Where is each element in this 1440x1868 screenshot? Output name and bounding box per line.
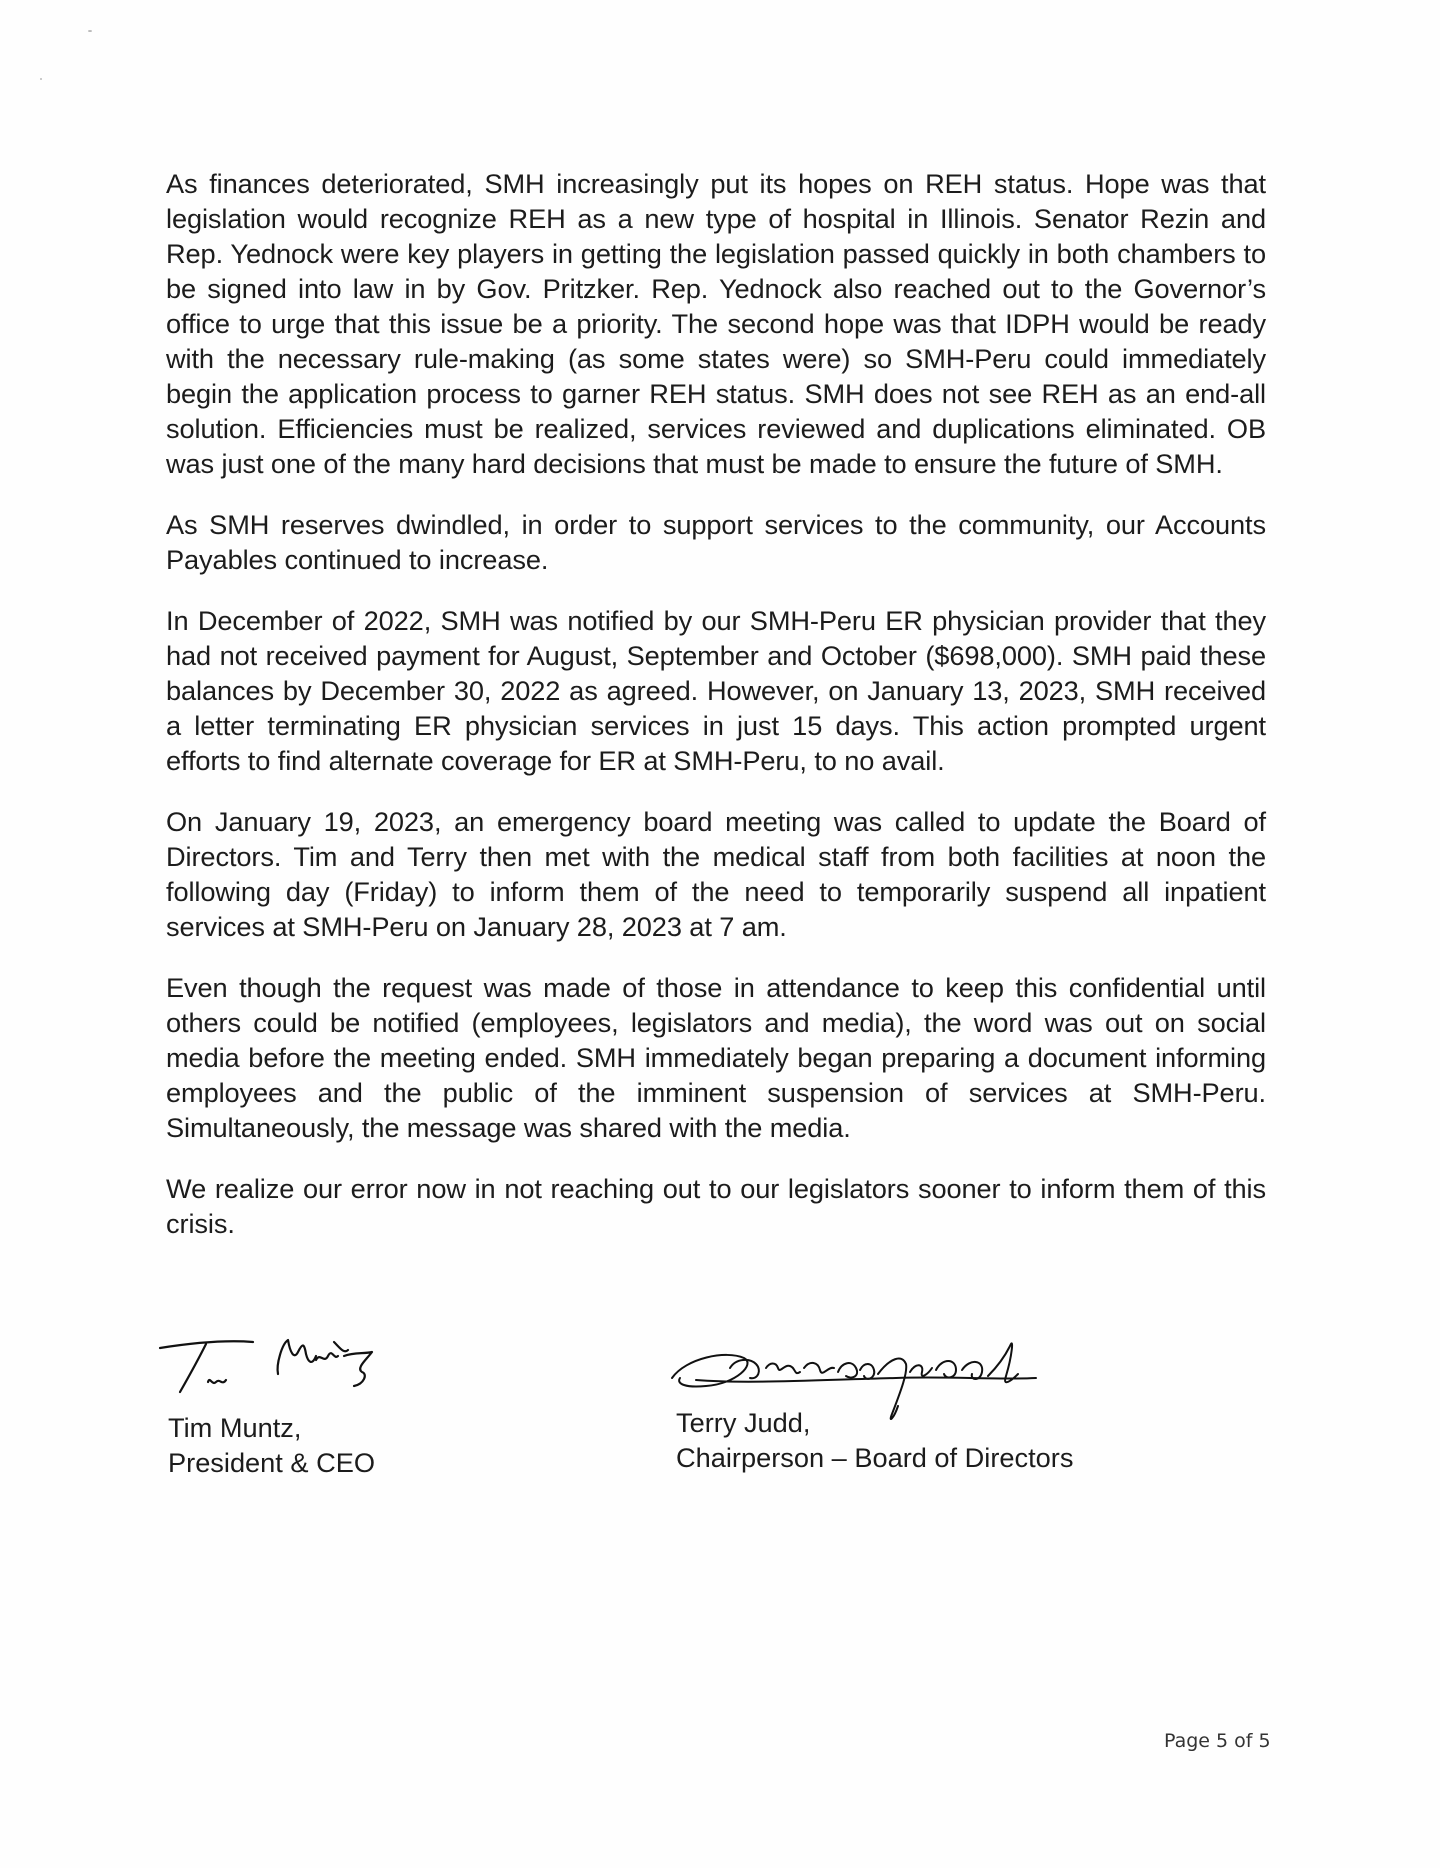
signer-name: Terry Judd,: [676, 1407, 811, 1438]
scan-speck: [88, 30, 92, 32]
page-number: Page 5 of 5: [1164, 1730, 1271, 1752]
paragraph: We realize our error now in not reaching out to our legislators sooner to inform them of this crisis.: [166, 1173, 1266, 1239]
paragraph: On January 19, 2023, an emergency board meeting was called to update the Board of Directors. Tim and Terry then met with the medical staff from both facilities at noon the following day (Friday) to inform them of the need to temporarily suspend all inpatient services at SMH-Peru on January 28, 2023 at 7 am.: [166, 806, 1266, 942]
paragraph: In December of 2022, SMH was notified by our SMH-Peru ER physician provider that they had not received payment for August, September and October ($698,000). SMH paid these balances by December 30, 2022 as agreed. However, on January 13, 2023, SMH received a letter terminating ER physician services in just 15 days. This action prompted urgent efforts to find alternate coverage for ER at SMH-Peru, to no avail.: [166, 605, 1266, 776]
paragraph: Even though the request was made of those in attendance to keep this confidential until others could be notified (employees, legislators and media), the word was out on social media before the meeting ended. SMH immediately began preparing a document informing employees and the public of the imminent suspension of services at SMH-Peru. Simultaneously, the message was shared with the media.: [166, 972, 1266, 1143]
handwritten-signature: [158, 1330, 418, 1410]
paragraph: As SMH reserves dwindled, in order to support services to the community, our Accounts Payables continued to increase.: [166, 509, 1266, 575]
signer-title: Chairperson – Board of Directors: [676, 1442, 1074, 1473]
paragraph: As finances deteriorated, SMH increasingly put its hopes on REH status. Hope was that legislation would recognize REH as a new type of hospital in Illinois. Senator Rezin and Rep. Yednock were key players in getting the legislation passed quickly in both chambers to be signed into law in by Gov. Pritzker. Rep. Yednock also reached out to the Governor’s office to urge that this issue be a priority. The second hope was that IDPH would be ready with the necessary rule-making (as some states were) so SMH-Peru could immediately begin the application process to garner REH status. SMH does not see REH as an end-all solution. Efficiencies must be realized, services reviewed and duplications eliminated. OB was just one of the many hard decisions that must be made to ensure the future of SMH.: [166, 168, 1266, 479]
scan-speck: [40, 78, 42, 80]
signer-title: President & CEO: [168, 1447, 376, 1478]
signer-name: Tim Muntz,: [168, 1412, 302, 1443]
letter-body: [166, 166, 1266, 1267]
